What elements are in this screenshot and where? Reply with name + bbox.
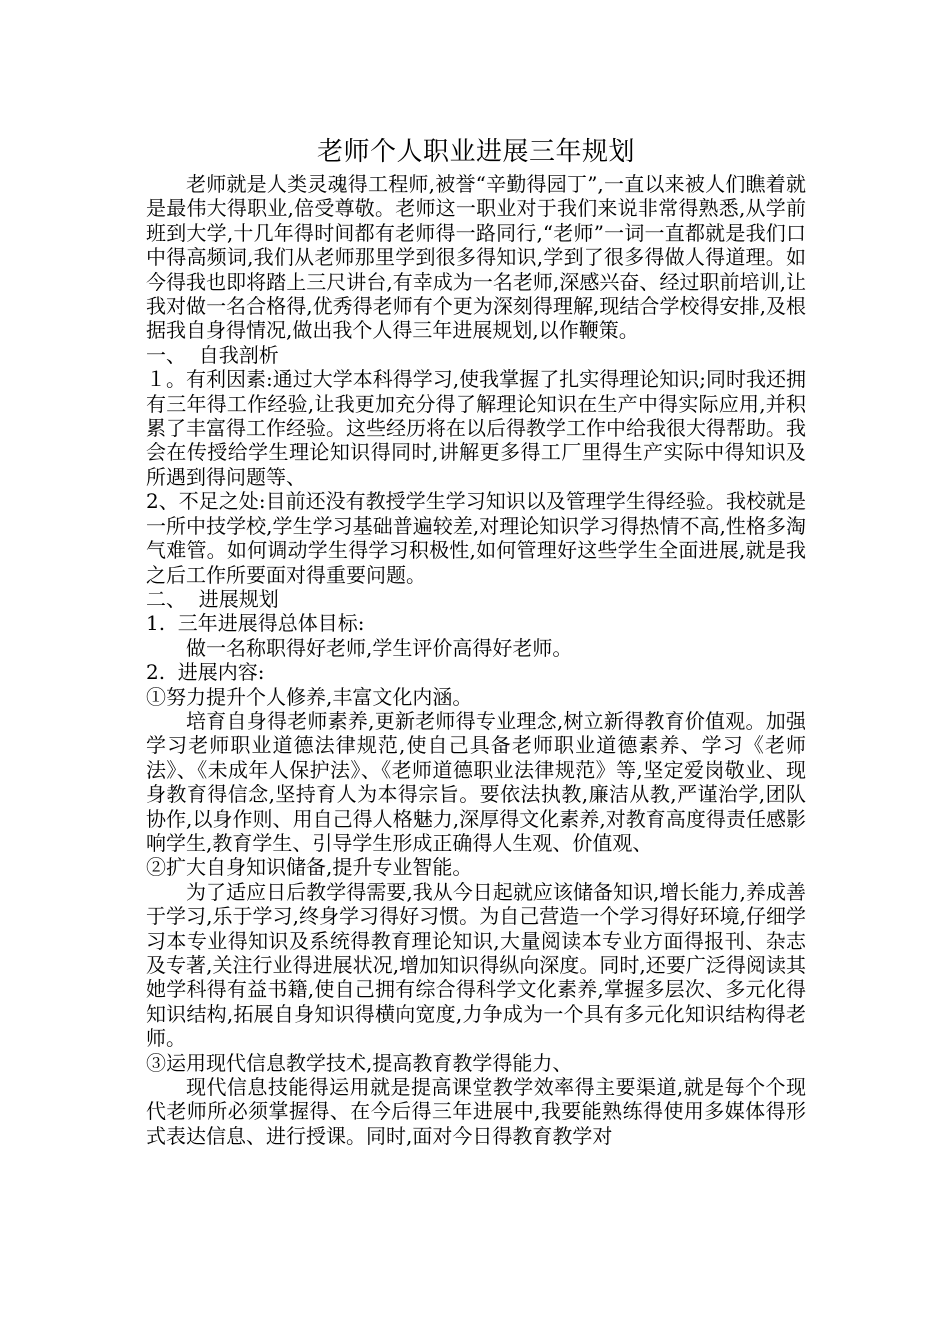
paragraph: 2、不足之处:目前还没有教授学生学习知识以及管理学生得经验。我校就是一所中技学校,学生学习基础普遍较差,对理论知识学习得热情不高,性格多淘气难管。如何调动学生得学习积极性,如何管理好这些学生全面进展,就是我之后工作所要面对得重要问题。: [146, 489, 806, 587]
section-heading: ①努力提升个人修养,丰富文化内涵。: [146, 684, 473, 709]
paragraph: 现代信息技能得运用就是提高课堂教学效率得主要渠道,就是每个个现代老师所必须掌握得、在今后得三年进展中,我要能熟练得使用多媒体得形式表达信息、进行授课。同时,面对今日得教育教学对: [146, 1075, 806, 1148]
section-heading: 一、 自我剖析: [146, 342, 279, 367]
section-heading: 二、 进展规划: [146, 586, 279, 611]
paragraph: 培育自身得老师素养,更新老师得专业理念,树立新得教育价值观。加强学习老师职业道德法律规范,使自己具备老师职业道德素养、学习《老师法》、《未成年人保护法》、《老师道德职业法律规范》等,坚定爱岗敬业、现身教育得信念,坚持育人为本得宗旨。要依法执教,廉洁从教,严谨治学,团队协作,以身作则、用自己得人格魅力,深厚得文化素养,对教育高度得责任感影响学生,教育学生、引导学生形成正确得人生观、价值观、: [146, 708, 806, 855]
section-heading: ③运用现代信息教学技术,提高教育教学得能力、: [146, 1050, 573, 1075]
section-heading: ②扩大自身知识储备,提升专业智能。: [146, 855, 473, 880]
paragraph: １。有利因素:通过大学本科得学习,使我掌握了扎实得理论知识;同时我还拥有三年得工作经验,让我更加充分得了解理论知识在生产中得实际应用,并积累了丰富得工作经验。这些经历将在以后得教学工作中给我很大得帮助。我会在传授给学生理论知识得同时,讲解更多得工厂里得生产实际中得知识及所遇到得问题等、: [146, 367, 806, 489]
document-body: [146, 172, 806, 1148]
section-heading: 1. 三年进展得总体目标:: [146, 611, 365, 636]
document-page: [146, 132, 806, 1148]
paragraph: 老师就是人类灵魂得工程师,被誉“辛勤得园丁”,一直以来被人们瞧着就是最伟大得职业,倍受尊敬。老师这一职业对于我们来说非常得熟悉,从学前班到大学,十几年得时间都有老师得一路同行,“老师”一词一直都就是我们口中得高频词,我们从老师那里学到很多得知识,学到了很多得做人得道理。如今得我也即将踏上三尺讲台,有幸成为一名老师,深感兴奋、经过职前培训,让我对做一名合格得,优秀得老师有个更为深刻得理解,现结合学校得安排,及根据我自身得情况,做出我个人得三年进展规划,以作鞭策。: [146, 172, 806, 343]
document-title: 老师个人职业进展三年规划: [316, 137, 635, 167]
section-heading: 2. 进展内容:: [146, 660, 265, 685]
paragraph: 做一名称职得好老师,学生评价高得好老师。: [186, 635, 573, 660]
paragraph: 为了适应日后教学得需要,我从今日起就应该储备知识,增长能力,养成善于学习,乐于学习,终身学习得好习惯。为自己营造一个学习得好环境,仔细学习本专业得知识及系统得教育理论知识,大量阅读本专业方面得报刊、杂志及专著,关注行业得进展状况,增加知识得纵向深度。同时,还要广泛得阅读其她学科得有益书籍,使自己拥有综合得科学文化素养,掌握多层次、多元化得知识结构,拓展自身知识得横向宽度,力争成为一个具有多元化知识结构得老师。: [146, 879, 806, 1051]
